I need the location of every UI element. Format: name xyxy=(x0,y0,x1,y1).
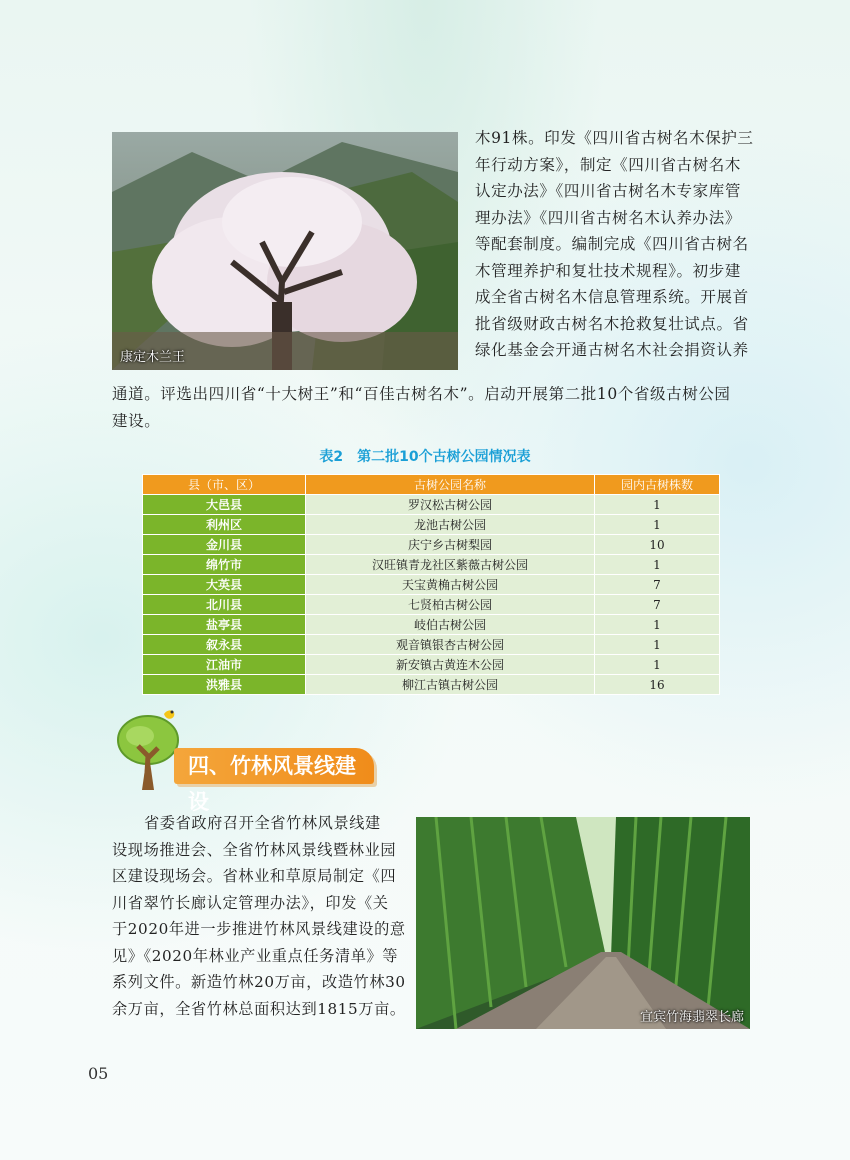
county-cell: 叙永县 xyxy=(143,635,306,655)
text-line: 批省级财政古树名木抢救复壮试点。省 xyxy=(475,314,749,333)
park-name-cell: 岐伯古树公园 xyxy=(306,615,595,635)
park-name-cell: 七贤柏古树公园 xyxy=(306,595,595,615)
table-row xyxy=(143,555,720,575)
text-line: 年行动方案》，制定《四川省古树名木 xyxy=(475,155,741,174)
tree-count-cell: 1 xyxy=(595,635,720,655)
tree-count-cell: 1 xyxy=(595,615,720,635)
park-name-cell: 罗汉松古树公园 xyxy=(306,495,595,515)
intro-paragraph-full xyxy=(112,381,731,434)
text-line: 等配套制度。编制完成《四川省古树名 xyxy=(475,235,749,253)
text-line: 木91株。印发《四川省古树名木保护三 xyxy=(475,129,754,147)
ancient-tree-park-table xyxy=(142,474,720,695)
park-name-cell: 天宝黄桷古树公园 xyxy=(306,575,595,595)
text-line: 绿化基金会开通古树名木社会捐资认养 xyxy=(475,341,749,359)
table-title: 表2 第二批10个古树公园情况表 xyxy=(319,449,531,465)
county-cell: 利州区 xyxy=(143,515,306,535)
table-row xyxy=(143,495,720,515)
text-line: 区建设现场会。省林业和草原局制定《四 xyxy=(112,867,397,885)
park-name-cell: 庆宁乡古树梨园 xyxy=(306,535,595,555)
county-cell: 江油市 xyxy=(143,655,306,675)
county-cell: 大英县 xyxy=(143,575,306,595)
park-name-cell: 柳江古镇古树公园 xyxy=(306,675,595,695)
photo-caption: 康定木兰王 xyxy=(120,350,186,365)
county-cell: 金川县 xyxy=(143,535,306,555)
tree-count-cell: 1 xyxy=(595,515,720,535)
county-cell: 洪雅县 xyxy=(143,675,306,695)
text-line: 建设。 xyxy=(112,411,161,430)
text-line: 认定办法》《四川省古树名木专家库管 xyxy=(475,182,741,200)
tree-count-cell: 1 xyxy=(595,555,720,575)
text-line: 设现场推进会、全省竹林风景线暨林业园 xyxy=(112,840,397,859)
tree-icon xyxy=(112,706,182,790)
table-header-row xyxy=(143,475,720,495)
tree-count-cell: 10 xyxy=(595,535,720,555)
tree-count-cell: 1 xyxy=(595,655,720,675)
tree-count-cell: 7 xyxy=(595,595,720,615)
text-line: 通道。评选出四川省“十大树王”和“百佳古树名木”。启动开展第二批10个省级古树公园 xyxy=(112,385,731,403)
column-header-park-name: 古树公园名称 xyxy=(306,475,595,495)
text-line: 川省翠竹长廊认定管理办法》，印发《关 xyxy=(112,893,389,912)
magnolia-tree-photo xyxy=(112,132,458,370)
park-name-cell: 观音镇银杏古树公园 xyxy=(306,635,595,655)
photo-caption: 宜宾竹海翡翠长廊 xyxy=(640,1010,745,1025)
county-cell: 北川县 xyxy=(143,595,306,615)
tree-count-cell: 1 xyxy=(595,495,720,515)
park-name-cell: 龙池古树公园 xyxy=(306,515,595,535)
table-row xyxy=(143,615,720,635)
column-header-county: 县（市、区） xyxy=(143,475,306,495)
text-line: 余万亩，全省竹林总面积达到1815万亩。 xyxy=(112,999,406,1018)
park-name-cell: 汉旺镇青龙社区紫薇古树公园 xyxy=(306,555,595,575)
bamboo-paragraph xyxy=(112,810,406,1022)
text-line: 成全省古树名木信息管理系统。开展首 xyxy=(475,288,749,306)
table-row xyxy=(143,655,720,675)
tree-count-cell: 7 xyxy=(595,575,720,595)
section-heading xyxy=(112,706,382,814)
text-line: 木管理养护和复壮技术规程》。初步建 xyxy=(475,261,741,280)
text-line: 于2020年进一步推进竹林风景线建设的意 xyxy=(112,920,406,938)
table-row xyxy=(143,515,720,535)
table-row xyxy=(143,575,720,595)
table-row xyxy=(143,675,720,695)
table-row xyxy=(143,535,720,555)
county-cell: 大邑县 xyxy=(143,495,306,515)
table-row xyxy=(143,635,720,655)
section-title: 四、竹林风景线建设 xyxy=(174,748,374,784)
text-line: 理办法》《四川省古树名木认养办法》 xyxy=(475,208,741,227)
page-number: 05 xyxy=(88,1064,109,1083)
bamboo-corridor-photo xyxy=(416,817,750,1029)
table-row xyxy=(143,595,720,615)
text-line: 系列文件。新造竹林20万亩，改造竹林30 xyxy=(112,973,406,991)
park-name-cell: 新安镇古黄连木公园 xyxy=(306,655,595,675)
intro-paragraph-side xyxy=(475,125,754,364)
text-line: 省委省政府召开全省竹林风景线建 xyxy=(144,814,381,832)
tree-count-cell: 16 xyxy=(595,675,720,695)
text-line: 见》《2020年林业产业重点任务清单》等 xyxy=(112,946,399,965)
county-cell: 盐亭县 xyxy=(143,615,306,635)
column-header-tree-count: 园内古树株数 xyxy=(595,475,720,495)
county-cell: 绵竹市 xyxy=(143,555,306,575)
